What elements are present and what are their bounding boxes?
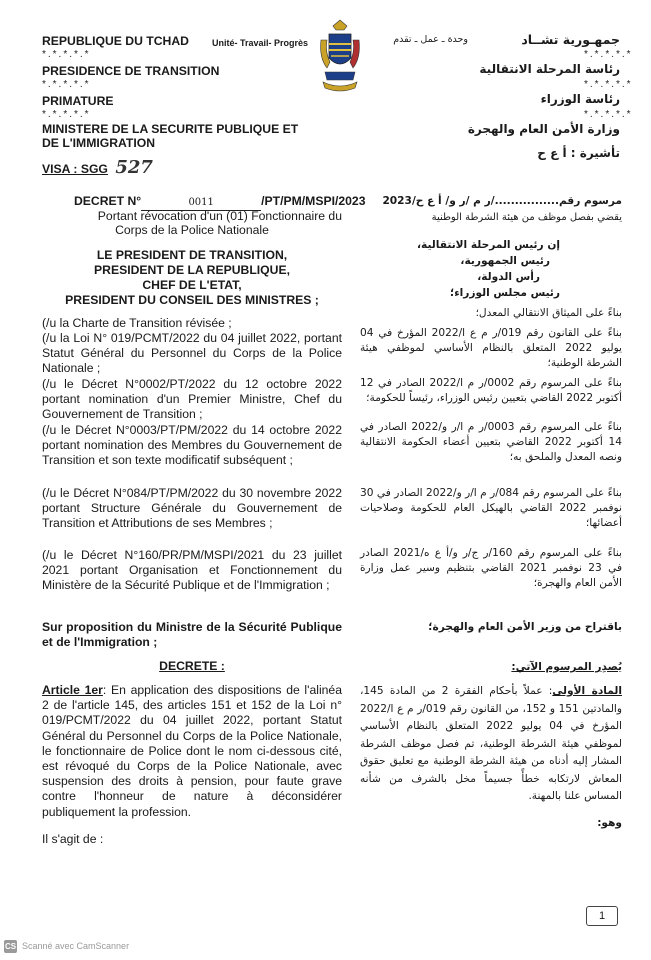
visa-decree-0002-fr: (/u le Décret N°0002/PT/2022 du 12 octobre 2022 portant nomination d'un Premier Ministre, Chef du Gouvernement de Transition ; bbox=[42, 377, 342, 422]
decree-number-value: 0011 bbox=[141, 195, 261, 211]
decrete-heading-ar: يُصدِر المرسوم الآتي: bbox=[511, 661, 622, 673]
president-title-fr-2: PRESIDENT DE LA REPUBLIQUE, bbox=[94, 263, 290, 277]
ministry-fr-line2: DE L'IMMIGRATION bbox=[42, 136, 156, 150]
stars-separator: *.*.*.*.* bbox=[42, 79, 91, 90]
visa-number-handwritten: 527 bbox=[115, 157, 153, 178]
motto-ar: وحدة ـ عمل ـ تقدم bbox=[393, 34, 468, 45]
visa-line bbox=[42, 157, 153, 178]
decree-number-fr: DECRET N° 0011 /PT/PM/MSPI/2023 bbox=[74, 194, 365, 211]
visa-decree-160-fr: (/u le Décret N°160/PR/PM/MSPI/2021 du 23 juillet 2021 portant Organisation et Fonctionnement du Ministère de la Sécurité Publique et de l'Immigration ; bbox=[42, 548, 342, 593]
country-name-fr: REPUBLIQUE DU TCHAD bbox=[42, 34, 189, 48]
visa-charter-fr: (/u la Charte de Transition révisée ; bbox=[42, 316, 232, 330]
decree-subject-fr-line2: Corps de la Police Nationale bbox=[115, 223, 269, 237]
camscanner-watermark: Scanné avec CamScanner bbox=[22, 941, 130, 951]
decree-number-ar: مرسوم رقم................/ر م /ر و/ أ ع ح/2023 bbox=[382, 195, 622, 207]
article-1-ar bbox=[360, 683, 622, 806]
article-1-text-ar: : عملاً بأحكام الفقرة 2 من المادة 145، والمادتين 151 و 152، من القانون رقم 019/ر م ع ا/2022 المؤرخ في 04 يوليو 2022 المتعلق بالنظام الأساسي لموظفي هيئة الشرطة الوطنية، تم فصل موظف الشرطة المشار إليه أدناه من هيئة الشرطة الوطنية مع تعليق حقوق المعاش لارتكابه خطأً جسيماً مخل بالشرف من شأنه المساس علنا بالمهنة. bbox=[360, 685, 622, 802]
visa-ar: تأشيرة : أ ع ح bbox=[537, 146, 620, 160]
article-1-text-fr: : En application des dispositions de l'alinéa 2 de l'article 145, des articles 151 et 152 de la Loi n° 019/PCMT/2022 du 04 juillet 2022, portant Statut Général du Personnel du Corps de la Police Nationale, le fonctionnaire de Police dont le nom ci-dessous cité, est révoqué du Corps de la Police Nationale, avec suspension des droits à pension, pour faute grave contre l'honneur de nature à déconsidérer publiquement la profession. bbox=[42, 683, 342, 819]
president-title-fr-4: PRESIDENT DU CONSEIL DES MINISTRES ; bbox=[65, 293, 319, 307]
article-1-label-ar: المادة الأولى bbox=[552, 685, 622, 697]
visa-decree-160-ar: بناءً على المرسوم رقم 160/ر ج/ر و/أ ع ه/2021 الصادر في 23 نوفمبر 2021 القاضي بتنظيم وسير عمل وزارة الأمن العام والهجرة؛ bbox=[360, 547, 623, 589]
presidency-ar: رئاسة المرحلة الانتقالية bbox=[479, 62, 620, 76]
coat-of-arms-emblem bbox=[315, 18, 365, 96]
stars-separator: *.*.*.*.* bbox=[584, 79, 633, 90]
visa-decree-0003-ar: بناءً على المرسوم رقم 0003/ر م ا/ر و/2022 الصادر في 14 أكتوبر 2022 القاضي بتعيين أعضاء الحكومة الانتقالية ونصه المعدل والملحق به؛ bbox=[360, 421, 622, 463]
decree-subject-fr-line1: Portant révocation d'un (01) Fonctionnaire du bbox=[97, 209, 342, 223]
president-title-ar-4: رئيس مجلس الوزراء؛ bbox=[450, 287, 560, 299]
decrete-heading-fr: DECRETE : bbox=[159, 659, 225, 673]
ministry-fr-line1: MINISTERE DE LA SECURITE PUBLIQUE ET bbox=[42, 122, 299, 136]
visa-decree-0003-fr: (/u le Décret N°0003/PT/PM/2022 du 14 octobre 2022 portant nomination des Membres du Gouvernement de Transition et son texte modificatif subséquent ; bbox=[42, 423, 342, 468]
list-intro-ar: وهو: bbox=[597, 817, 622, 829]
president-title-fr-1: LE PRESIDENT DE TRANSITION, bbox=[96, 248, 288, 262]
decree-subject-ar: يقضي بفصل موظف من هيئة الشرطة الوطنية bbox=[431, 212, 622, 223]
visa-label: VISA : SGG bbox=[42, 162, 108, 176]
article-1-fr bbox=[42, 683, 342, 820]
president-title-ar-3: رأس الدولة، bbox=[477, 271, 540, 283]
proposal-fr: Sur proposition du Ministre de la Sécurité Publique et de l'Immigration ; bbox=[42, 620, 342, 650]
president-title-fr-3: CHEF DE L'ETAT, bbox=[142, 278, 242, 292]
stars-separator: *.*.*.*.* bbox=[584, 109, 633, 120]
page-number: 1 bbox=[586, 906, 618, 926]
article-1-label-fr: Article 1er bbox=[42, 683, 103, 697]
country-name-ar: جمهـورية تشــاد bbox=[521, 32, 620, 47]
stars-separator: *.*.*.*.* bbox=[42, 109, 91, 120]
visa-decree-084-ar: بناءً على المرسوم رقم 084/ر م ا/ر و/2022 الصادر في 30 نوفمبر 2022 القاضي بالهيكل العام للحكومة وصلاحيات أعضائها؛ bbox=[360, 487, 622, 529]
stars-separator: *.*.*.*.* bbox=[584, 49, 633, 60]
stars-separator: *.*.*.*.* bbox=[42, 49, 91, 60]
president-title-ar-2: رئيس الجمهورية، bbox=[460, 255, 550, 267]
list-intro-fr: Il s'agit de : bbox=[42, 832, 104, 846]
primature-ar: رئاسة الوزراء bbox=[540, 92, 620, 106]
camscanner-logo-icon: CS bbox=[4, 942, 17, 951]
visa-law-019-fr: (/u la Loi N° 019/PCMT/2022 du 04 juillet 2022, portant Statut Général du Personnel du Corps de la Police Nationale ; bbox=[42, 331, 342, 376]
ministry-ar: وزارة الأمن العام والهجرة bbox=[467, 122, 620, 136]
presidency-fr: PRESIDENCE DE TRANSITION bbox=[42, 64, 220, 78]
primature-fr: PRIMATURE bbox=[42, 94, 114, 108]
visa-decree-0002-ar: بناءً على المرسوم رقم 0002/ر م ا/2022 الصادر في 12 أكتوبر 2022 القاضي بتعيين رئيس الوزراء، رئيساً للحكومة؛ bbox=[360, 377, 622, 404]
proposal-ar: باقتراح من وزير الأمن العام والهجرة؛ bbox=[428, 621, 622, 633]
motto-fr: Unité- Travail- Progrès bbox=[212, 38, 309, 48]
visa-law-019-ar: بناءً على القانون رقم 019/ر م ع ا/2022 المؤرخ في 04 يوليو 2022 المتعلق بالنظام الأساسي لموظفي هيئة الشرطة الوطنية؛ bbox=[360, 327, 623, 369]
visa-charter-ar: بناءً على الميثاق الانتقالي المعدل؛ bbox=[475, 307, 622, 319]
president-title-ar-1: إن رئيس المرحلة الانتقالية، bbox=[417, 239, 560, 251]
visa-decree-084-fr: (/u le Décret N°084/PT/PM/2022 du 30 novembre 2022 portant Structure Générale du Gouvernement de Transition et Attributions de ses Membres ; bbox=[42, 486, 342, 531]
